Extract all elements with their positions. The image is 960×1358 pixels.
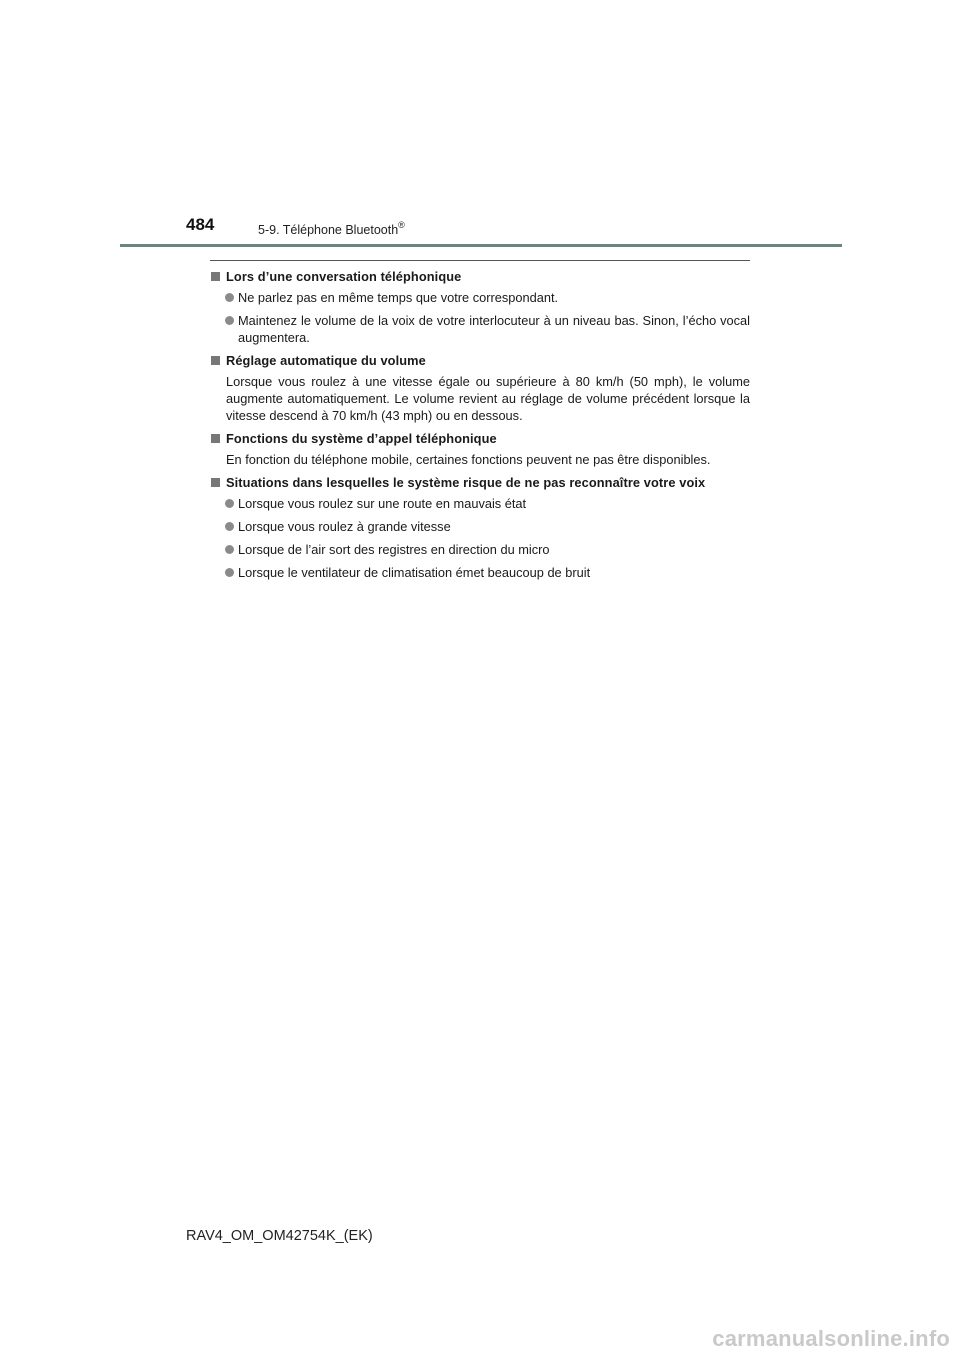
section-auto-volume xyxy=(210,352,750,424)
list-item-text: Ne parlez pas en même temps que votre correspondant. xyxy=(238,290,559,305)
list-item xyxy=(210,518,750,535)
content-body xyxy=(210,268,750,587)
section-call-functions xyxy=(210,430,750,468)
section-title xyxy=(258,221,405,237)
list-item xyxy=(210,564,750,581)
list-item-text: Lorsque vous roulez sur une route en mauvais état xyxy=(238,496,527,511)
section-title-text: 5-9. Téléphone Bluetooth xyxy=(258,223,399,238)
section-conversation xyxy=(210,268,750,346)
list-item xyxy=(210,495,750,512)
section-heading xyxy=(210,268,750,285)
section-heading-text: Fonctions du système d’appel téléphonique xyxy=(226,431,497,446)
content-rule xyxy=(210,260,750,261)
round-bullet-icon xyxy=(225,293,234,302)
round-bullet-icon xyxy=(225,316,234,325)
section-heading xyxy=(210,352,750,369)
list-item xyxy=(210,541,750,558)
page-number: 484 xyxy=(186,215,215,234)
square-bullet-icon xyxy=(211,478,220,487)
square-bullet-icon xyxy=(211,356,220,365)
section-paragraph: En fonction du téléphone mobile, certaines fonctions peuvent ne pas être disponibles. xyxy=(226,452,711,467)
round-bullet-icon xyxy=(225,545,234,554)
round-bullet-icon xyxy=(225,568,234,577)
section-heading-text: Situations dans lesquelles le système risque de ne pas reconnaître votre voix xyxy=(226,475,706,490)
list-item xyxy=(210,312,750,346)
square-bullet-icon xyxy=(211,434,220,443)
square-bullet-icon xyxy=(211,272,220,281)
section-voice-recognition xyxy=(210,474,750,581)
list-item-text: Lorsque de l’air sort des registres en direction du micro xyxy=(238,542,550,557)
section-heading xyxy=(210,474,750,491)
watermark-text: carmanualsonline.info xyxy=(712,1326,950,1351)
round-bullet-icon xyxy=(225,499,234,508)
list-item-text: Lorsque vous roulez à grande vitesse xyxy=(238,519,451,534)
list-item-text: Maintenez le volume de la voix de votre interlocuteur à un niveau bas. Sinon, l’écho vocal augmentera. xyxy=(238,313,750,345)
round-bullet-icon xyxy=(225,522,234,531)
section-paragraph: Lorsque vous roulez à une vitesse égale ou supérieure à 80 km/h (50 mph), le volume augmente automatiquement. Le volume revient au réglage de volume précédent lorsque la vitesse descend à 70 km/h (43 mph) ou en dessous. xyxy=(226,374,750,423)
header-rule xyxy=(120,244,842,247)
section-heading-text: Réglage automatique du volume xyxy=(226,353,426,368)
list-item-text: Lorsque le ventilateur de climatisation émet beaucoup de bruit xyxy=(238,565,591,580)
list-item xyxy=(210,289,750,306)
registered-mark: ® xyxy=(398,220,405,230)
section-heading xyxy=(210,430,750,447)
section-heading-text: Lors d’une conversation téléphonique xyxy=(226,269,462,284)
manual-code: RAV4_OM_OM42754K_(EK) xyxy=(186,1228,373,1244)
